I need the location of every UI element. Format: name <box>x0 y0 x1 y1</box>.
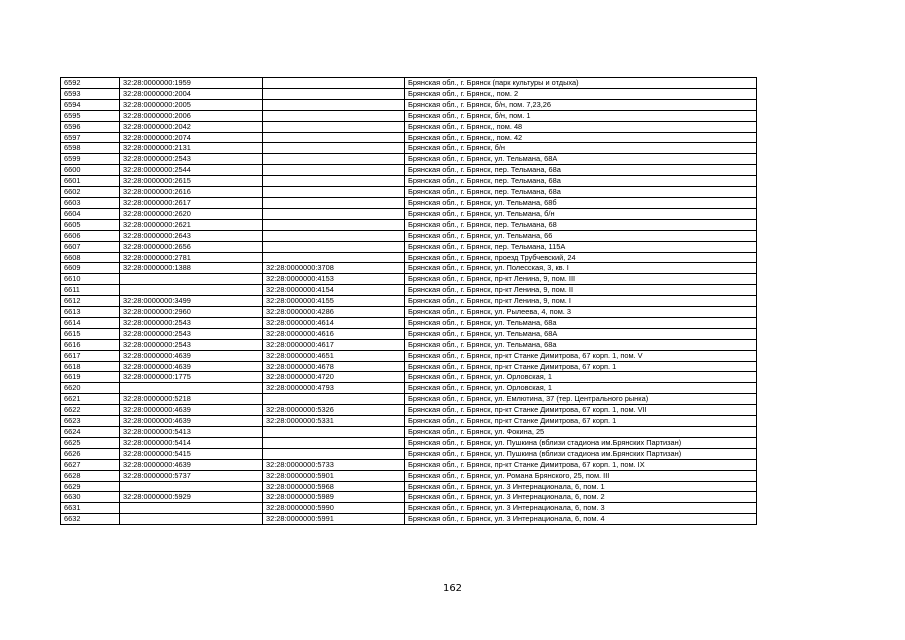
records-table <box>60 77 757 525</box>
row-number-cell: 6624 <box>61 427 120 438</box>
address-cell: Брянская обл., г. Брянск, ул. Тельмана, 68а <box>405 317 757 328</box>
row-number-cell: 6627 <box>61 459 120 470</box>
address-cell: Брянская обл., г. Брянск, пер. Тельмана, 115А <box>405 241 757 252</box>
address-cell: Брянская обл., г. Брянск, ул. Пушкина (вблизи стадиона им.Брянских Партизан) <box>405 437 757 448</box>
cadastral-number-cell: 32:28:0000000:2960 <box>120 307 263 318</box>
table-row <box>61 176 757 187</box>
cadastral-number-cell: 32:28:0000000:2620 <box>120 208 263 219</box>
related-cadastral-number-cell <box>263 78 405 89</box>
related-cadastral-number-cell: 32:28:0000000:4155 <box>263 296 405 307</box>
row-number-cell: 6630 <box>61 492 120 503</box>
row-number-cell: 6605 <box>61 219 120 230</box>
related-cadastral-number-cell <box>263 252 405 263</box>
cadastral-number-cell: 32:28:0000000:2621 <box>120 219 263 230</box>
address-cell: Брянская обл., г. Брянск, ул. Пушкина (вблизи стадиона им.Брянских Партизан) <box>405 448 757 459</box>
table-row <box>61 263 757 274</box>
row-number-cell: 6596 <box>61 121 120 132</box>
table-row <box>61 219 757 230</box>
cadastral-number-cell: 32:28:0000000:2643 <box>120 230 263 241</box>
address-cell: Брянская обл., г. Брянск, ул. Тельмана, 68б <box>405 197 757 208</box>
cadastral-number-cell: 32:28:0000000:4639 <box>120 361 263 372</box>
related-cadastral-number-cell: 32:28:0000000:4614 <box>263 317 405 328</box>
related-cadastral-number-cell <box>263 88 405 99</box>
address-cell: Брянская обл., г. Брянск, ул. Фокина, 25 <box>405 427 757 438</box>
row-number-cell: 6619 <box>61 372 120 383</box>
table-row <box>61 339 757 350</box>
table-row <box>61 132 757 143</box>
address-cell: Брянская обл., г. Брянск, пр-кт Ленина, 9, пом. III <box>405 274 757 285</box>
cadastral-number-cell <box>120 514 263 525</box>
cadastral-number-cell: 32:28:0000000:2544 <box>120 165 263 176</box>
row-number-cell: 6607 <box>61 241 120 252</box>
table-row <box>61 350 757 361</box>
cadastral-number-cell <box>120 274 263 285</box>
row-number-cell: 6628 <box>61 470 120 481</box>
related-cadastral-number-cell <box>263 437 405 448</box>
related-cadastral-number-cell: 32:28:0000000:4720 <box>263 372 405 383</box>
address-cell: Брянская обл., г. Брянск, б/н <box>405 143 757 154</box>
table-row <box>61 197 757 208</box>
cadastral-number-cell: 32:28:0000000:2006 <box>120 110 263 121</box>
related-cadastral-number-cell <box>263 121 405 132</box>
table-row <box>61 143 757 154</box>
row-number-cell: 6632 <box>61 514 120 525</box>
related-cadastral-number-cell <box>263 132 405 143</box>
related-cadastral-number-cell: 32:28:0000000:5991 <box>263 514 405 525</box>
related-cadastral-number-cell: 32:28:0000000:5331 <box>263 416 405 427</box>
cadastral-number-cell: 32:28:0000000:4639 <box>120 416 263 427</box>
table-row <box>61 427 757 438</box>
table-row <box>61 416 757 427</box>
table-row <box>61 154 757 165</box>
table-row <box>61 459 757 470</box>
related-cadastral-number-cell: 32:28:0000000:5990 <box>263 503 405 514</box>
cadastral-number-cell: 32:28:0000000:2656 <box>120 241 263 252</box>
cadastral-number-cell: 32:28:0000000:5415 <box>120 448 263 459</box>
table-row <box>61 230 757 241</box>
table-row <box>61 481 757 492</box>
address-cell: Брянская обл., г. Брянск, ул. Орловская, 1 <box>405 383 757 394</box>
address-cell: Брянская обл., г. Брянск,, пом. 2 <box>405 88 757 99</box>
address-cell: Брянская обл., г. Брянск, пр-кт Ленина, 9, пом. I <box>405 296 757 307</box>
related-cadastral-number-cell: 32:28:0000000:5901 <box>263 470 405 481</box>
address-cell: Брянская обл., г. Брянск, пер. Тельмана, 68а <box>405 187 757 198</box>
row-number-cell: 6595 <box>61 110 120 121</box>
address-cell: Брянская обл., г. Брянск, пр-кт Станке Димитрова, 67 корп. 1, пом. IX <box>405 459 757 470</box>
table-row <box>61 503 757 514</box>
row-number-cell: 6608 <box>61 252 120 263</box>
related-cadastral-number-cell: 32:28:0000000:4793 <box>263 383 405 394</box>
row-number-cell: 6623 <box>61 416 120 427</box>
cadastral-number-cell: 32:28:0000000:2617 <box>120 197 263 208</box>
table-row <box>61 492 757 503</box>
address-cell: Брянская обл., г. Брянск, ул. Романа Брянского, 25, пом. III <box>405 470 757 481</box>
related-cadastral-number-cell <box>263 165 405 176</box>
row-number-cell: 6611 <box>61 285 120 296</box>
address-cell: Брянская обл., г. Брянск, ул. 3 Интернационала, 6, пом. 1 <box>405 481 757 492</box>
address-cell: Брянская обл., г. Брянск, пр-кт Станке Димитрова, 67 корп. 1, пом. V <box>405 350 757 361</box>
related-cadastral-number-cell: 32:28:0000000:3708 <box>263 263 405 274</box>
cadastral-number-cell: 32:28:0000000:1388 <box>120 263 263 274</box>
cadastral-number-cell: 32:28:0000000:1775 <box>120 372 263 383</box>
address-cell: Брянская обл., г. Брянск,, пом. 42 <box>405 132 757 143</box>
cadastral-number-cell: 32:28:0000000:2131 <box>120 143 263 154</box>
cadastral-number-cell: 32:28:0000000:5737 <box>120 470 263 481</box>
related-cadastral-number-cell: 32:28:0000000:5989 <box>263 492 405 503</box>
related-cadastral-number-cell <box>263 154 405 165</box>
address-cell: Брянская обл., г. Брянск, пер. Тельмана, 68 <box>405 219 757 230</box>
cadastral-number-cell: 32:28:0000000:2005 <box>120 99 263 110</box>
table-row <box>61 78 757 89</box>
cadastral-number-cell: 32:28:0000000:5929 <box>120 492 263 503</box>
table-row <box>61 88 757 99</box>
address-cell: Брянская обл., г. Брянск, б/н, пом. 7,23,26 <box>405 99 757 110</box>
table-row <box>61 372 757 383</box>
related-cadastral-number-cell: 32:28:0000000:4153 <box>263 274 405 285</box>
table-row <box>61 328 757 339</box>
cadastral-number-cell: 32:28:0000000:2616 <box>120 187 263 198</box>
table-row <box>61 470 757 481</box>
cadastral-number-cell <box>120 285 263 296</box>
related-cadastral-number-cell <box>263 394 405 405</box>
related-cadastral-number-cell: 32:28:0000000:5326 <box>263 405 405 416</box>
table-row <box>61 437 757 448</box>
page-number: 162 <box>442 583 463 594</box>
cadastral-number-cell: 32:28:0000000:4639 <box>120 405 263 416</box>
table-row <box>61 252 757 263</box>
row-number-cell: 6621 <box>61 394 120 405</box>
related-cadastral-number-cell <box>263 241 405 252</box>
related-cadastral-number-cell: 32:28:0000000:4286 <box>263 307 405 318</box>
row-number-cell: 6614 <box>61 317 120 328</box>
address-cell: Брянская обл., г. Брянск, ул. Тельмана, 68а <box>405 339 757 350</box>
address-cell: Брянская обл., г. Брянск, б/н, пом. 1 <box>405 110 757 121</box>
row-number-cell: 6626 <box>61 448 120 459</box>
related-cadastral-number-cell <box>263 176 405 187</box>
address-cell: Брянская обл., г. Брянск, пр-кт Станке Димитрова, 67 корп. 1 <box>405 416 757 427</box>
related-cadastral-number-cell <box>263 110 405 121</box>
cadastral-number-cell: 32:28:0000000:2074 <box>120 132 263 143</box>
address-cell: Брянская обл., г. Брянск (парк культуры и отдыха) <box>405 78 757 89</box>
table-row <box>61 361 757 372</box>
related-cadastral-number-cell <box>263 197 405 208</box>
related-cadastral-number-cell: 32:28:0000000:4616 <box>263 328 405 339</box>
cadastral-number-cell: 32:28:0000000:2781 <box>120 252 263 263</box>
row-number-cell: 6601 <box>61 176 120 187</box>
address-cell: Брянская обл., г. Брянск, ул. 3 Интернационала, 6, пом. 4 <box>405 514 757 525</box>
row-number-cell: 6603 <box>61 197 120 208</box>
row-number-cell: 6612 <box>61 296 120 307</box>
table-row <box>61 187 757 198</box>
row-number-cell: 6600 <box>61 165 120 176</box>
cadastral-number-cell: 32:28:0000000:5414 <box>120 437 263 448</box>
cadastral-number-cell <box>120 481 263 492</box>
cadastral-number-cell: 32:28:0000000:2543 <box>120 317 263 328</box>
cadastral-number-cell: 32:28:0000000:2042 <box>120 121 263 132</box>
table-row <box>61 307 757 318</box>
table-row <box>61 99 757 110</box>
row-number-cell: 6602 <box>61 187 120 198</box>
related-cadastral-number-cell <box>263 427 405 438</box>
row-number-cell: 6592 <box>61 78 120 89</box>
row-number-cell: 6617 <box>61 350 120 361</box>
table-row <box>61 208 757 219</box>
table-row <box>61 121 757 132</box>
related-cadastral-number-cell: 32:28:0000000:4678 <box>263 361 405 372</box>
address-cell: Брянская обл., г. Брянск, пр-кт Станке Димитрова, 67 корп. 1 <box>405 361 757 372</box>
related-cadastral-number-cell: 32:28:0000000:4617 <box>263 339 405 350</box>
cadastral-number-cell: 32:28:0000000:3499 <box>120 296 263 307</box>
address-cell: Брянская обл., г. Брянск, пр-кт Станке Димитрова, 67 корп. 1, пом. VII <box>405 405 757 416</box>
address-cell: Брянская обл., г. Брянск, пер. Тельмана, 68а <box>405 176 757 187</box>
table-row <box>61 394 757 405</box>
row-number-cell: 6622 <box>61 405 120 416</box>
row-number-cell: 6598 <box>61 143 120 154</box>
table-row <box>61 241 757 252</box>
table-row <box>61 165 757 176</box>
related-cadastral-number-cell: 32:28:0000000:5733 <box>263 459 405 470</box>
address-cell: Брянская обл., г. Брянск, ул. Тельмана, 68А <box>405 154 757 165</box>
related-cadastral-number-cell: 32:28:0000000:4651 <box>263 350 405 361</box>
table-row <box>61 383 757 394</box>
row-number-cell: 6604 <box>61 208 120 219</box>
cadastral-number-cell: 32:28:0000000:2615 <box>120 176 263 187</box>
address-cell: Брянская обл., г. Брянск, пр-кт Ленина, 9, пом. II <box>405 285 757 296</box>
table-row <box>61 285 757 296</box>
address-cell: Брянская обл., г. Брянск, ул. Тельмана, 68А <box>405 328 757 339</box>
cadastral-number-cell <box>120 503 263 514</box>
cadastral-number-cell: 32:28:0000000:5413 <box>120 427 263 438</box>
related-cadastral-number-cell: 32:28:0000000:5968 <box>263 481 405 492</box>
related-cadastral-number-cell <box>263 143 405 154</box>
row-number-cell: 6631 <box>61 503 120 514</box>
row-number-cell: 6593 <box>61 88 120 99</box>
related-cadastral-number-cell <box>263 219 405 230</box>
row-number-cell: 6613 <box>61 307 120 318</box>
row-number-cell: 6629 <box>61 481 120 492</box>
cadastral-number-cell: 32:28:0000000:4639 <box>120 459 263 470</box>
address-cell: Брянская обл., г. Брянск, ул. Орловская, 1 <box>405 372 757 383</box>
related-cadastral-number-cell: 32:28:0000000:4154 <box>263 285 405 296</box>
address-cell: Брянская обл., г. Брянск, ул. Рылеева, 4, пом. 3 <box>405 307 757 318</box>
row-number-cell: 6615 <box>61 328 120 339</box>
cadastral-number-cell <box>120 383 263 394</box>
related-cadastral-number-cell <box>263 99 405 110</box>
address-cell: Брянская обл., г. Брянск, ул. Тельмана, 66 <box>405 230 757 241</box>
cadastral-number-cell: 32:28:0000000:4639 <box>120 350 263 361</box>
row-number-cell: 6625 <box>61 437 120 448</box>
related-cadastral-number-cell <box>263 448 405 459</box>
cadastral-number-cell: 32:28:0000000:5218 <box>120 394 263 405</box>
row-number-cell: 6594 <box>61 99 120 110</box>
address-cell: Брянская обл., г. Брянск, проезд Трубчевский, 24 <box>405 252 757 263</box>
records-table-body <box>61 78 757 525</box>
table-row <box>61 274 757 285</box>
cadastral-number-cell: 32:28:0000000:2004 <box>120 88 263 99</box>
related-cadastral-number-cell <box>263 230 405 241</box>
row-number-cell: 6606 <box>61 230 120 241</box>
cadastral-number-cell: 32:28:0000000:2543 <box>120 154 263 165</box>
row-number-cell: 6599 <box>61 154 120 165</box>
address-cell: Брянская обл., г. Брянск, ул. Полесская, 3, кв. I <box>405 263 757 274</box>
address-cell: Брянская обл., г. Брянск, ул. 3 Интернационала, 6, пом. 3 <box>405 503 757 514</box>
row-number-cell: 6616 <box>61 339 120 350</box>
cadastral-number-cell: 32:28:0000000:2543 <box>120 328 263 339</box>
row-number-cell: 6620 <box>61 383 120 394</box>
address-cell: Брянская обл., г. Брянск, пер. Тельмана, 68а <box>405 165 757 176</box>
address-cell: Брянская обл., г. Брянск, ул. Тельмана, б/н <box>405 208 757 219</box>
table-row <box>61 110 757 121</box>
table-row <box>61 405 757 416</box>
table-row <box>61 296 757 307</box>
row-number-cell: 6597 <box>61 132 120 143</box>
table-row <box>61 448 757 459</box>
address-cell: Брянская обл., г. Брянск,, пом. 48 <box>405 121 757 132</box>
row-number-cell: 6609 <box>61 263 120 274</box>
address-cell: Брянская обл., г. Брянск, ул. Емлютина, 37 (тер. Центрального рынка) <box>405 394 757 405</box>
related-cadastral-number-cell <box>263 208 405 219</box>
cadastral-number-cell: 32:28:0000000:2543 <box>120 339 263 350</box>
address-cell: Брянская обл., г. Брянск, ул. 3 Интернационала, 6, пом. 2 <box>405 492 757 503</box>
related-cadastral-number-cell <box>263 187 405 198</box>
table-row <box>61 317 757 328</box>
row-number-cell: 6618 <box>61 361 120 372</box>
cadastral-number-cell: 32:28:0000000:1959 <box>120 78 263 89</box>
table-row <box>61 514 757 525</box>
row-number-cell: 6610 <box>61 274 120 285</box>
